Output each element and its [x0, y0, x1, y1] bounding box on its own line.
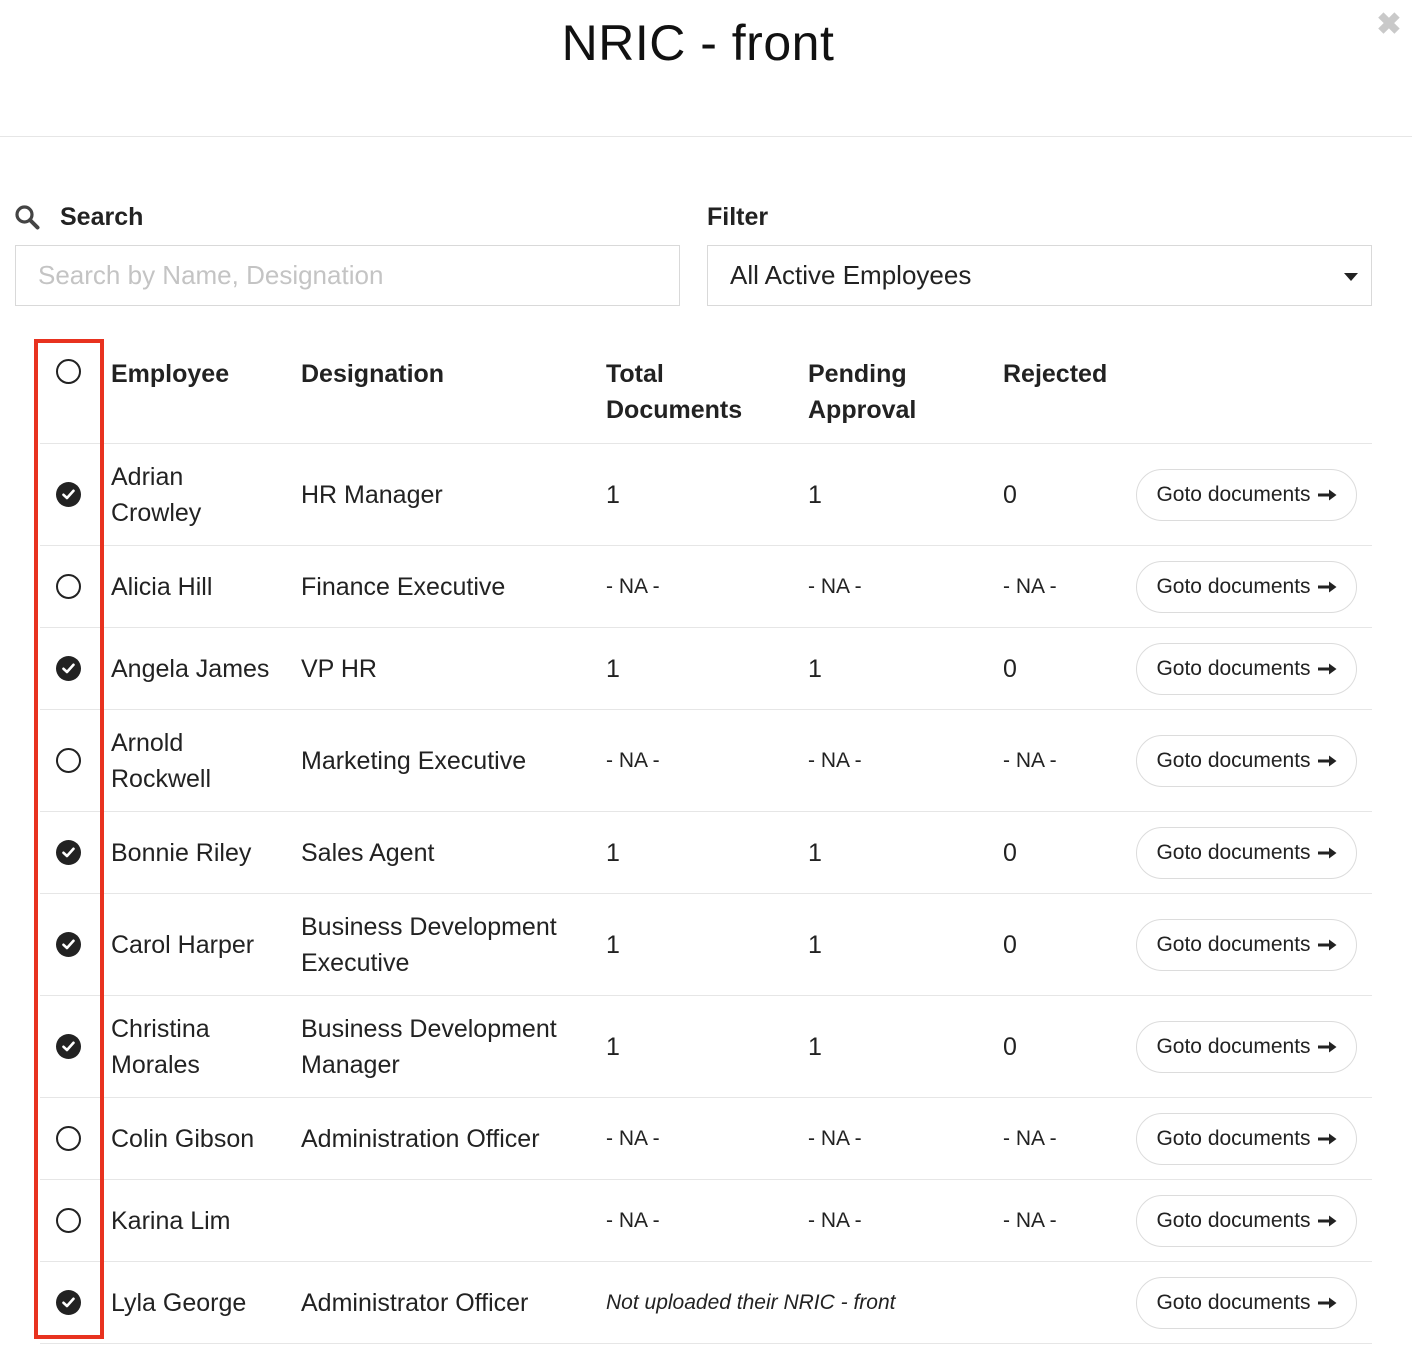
filter-selected-value: All Active Employees [730, 260, 972, 290]
search-label-group [14, 200, 143, 234]
goto-documents-button[interactable] [1136, 1277, 1357, 1329]
cell-line: Alicia Hill [111, 572, 213, 601]
search-icon [14, 204, 40, 230]
employee-name[interactable] [111, 1098, 254, 1179]
table-row [40, 812, 1372, 894]
cell-line: Morales [111, 1050, 200, 1079]
cell-text [301, 569, 505, 605]
header-designation[interactable]: Designation [301, 360, 445, 388]
goto-documents-label: Goto documents [1156, 933, 1311, 956]
table-row [40, 628, 1372, 710]
total-documents-value: 1 [606, 654, 620, 683]
pending-approval-value: - NA - [808, 1126, 862, 1150]
header-total-documents[interactable] [606, 356, 742, 428]
total-documents-value: - NA - [606, 1208, 660, 1232]
total-documents-value: 1 [606, 930, 620, 959]
cell-line: Business Development [301, 1014, 557, 1043]
cell-text [301, 743, 526, 779]
goto-documents-button[interactable] [1136, 827, 1357, 879]
cell-text [301, 835, 434, 871]
row-checkbox-cell [56, 1098, 81, 1179]
pending-approval-value: 1 [808, 480, 822, 509]
table-row [40, 1180, 1372, 1262]
cell-line: Sales Agent [301, 838, 435, 867]
table-row [40, 710, 1372, 812]
goto-documents-button[interactable] [1136, 1021, 1357, 1073]
goto-documents-label: Goto documents [1156, 657, 1311, 680]
cell-text [111, 835, 251, 871]
arrow-right-icon [1318, 846, 1337, 860]
rejected-value: 0 [1003, 480, 1017, 509]
cell-text [111, 651, 269, 687]
employee-name[interactable] [111, 710, 211, 811]
upload-status-note: Not uploaded their NRIC - front [606, 1290, 896, 1314]
header-pending-line2: Approval [808, 396, 917, 424]
pending-approval-value: 1 [808, 930, 822, 959]
cell-line: Bonnie Riley [111, 838, 252, 867]
arrow-right-icon [1318, 1040, 1337, 1054]
employee-name[interactable] [111, 444, 201, 545]
goto-documents-label: Goto documents [1156, 1209, 1311, 1232]
cell-line: Colin Gibson [111, 1124, 255, 1153]
cell-line: Christina [111, 1014, 210, 1043]
goto-documents-button[interactable] [1136, 919, 1357, 971]
goto-documents-label: Goto documents [1156, 575, 1311, 598]
rejected-value: 0 [1003, 930, 1017, 959]
rejected-value: - NA - [1003, 748, 1057, 772]
checkmark-icon [61, 937, 76, 952]
employee-designation [301, 444, 443, 545]
rejected-value: 0 [1003, 654, 1017, 683]
total-documents-value: 1 [606, 480, 620, 509]
check-circle-icon[interactable] [56, 840, 81, 865]
row-checkbox-cell [56, 1262, 81, 1343]
goto-documents-button[interactable] [1136, 469, 1357, 521]
circle-icon[interactable] [56, 748, 81, 773]
cell-line: HR Manager [301, 480, 443, 509]
check-circle-icon[interactable] [56, 1290, 81, 1315]
employee-name[interactable] [111, 546, 212, 627]
cell-line: Lyla George [111, 1288, 247, 1317]
goto-documents-label: Goto documents [1156, 841, 1311, 864]
header-divider [0, 136, 1412, 137]
row-checkbox-cell [56, 894, 81, 995]
search-input[interactable] [15, 245, 680, 306]
total-documents-value: 1 [606, 1032, 620, 1061]
cell-text [111, 1285, 246, 1321]
cell-line: Finance Executive [301, 572, 506, 601]
goto-documents-label: Goto documents [1156, 1291, 1311, 1314]
table-row [40, 546, 1372, 628]
cell-text [301, 1121, 540, 1157]
arrow-right-icon [1318, 1214, 1337, 1228]
cell-text [301, 477, 443, 513]
pending-approval-value: 1 [808, 1032, 822, 1061]
employee-designation [301, 1262, 528, 1343]
arrow-right-icon [1318, 938, 1337, 952]
goto-documents-label: Goto documents [1156, 483, 1311, 506]
arrow-right-icon [1318, 1296, 1337, 1310]
cell-text [111, 725, 211, 797]
cell-text [111, 459, 201, 531]
total-documents-value: - NA - [606, 574, 660, 598]
arrow-right-icon [1318, 754, 1337, 768]
row-checkbox-cell [56, 710, 81, 811]
employee-name[interactable] [111, 628, 269, 709]
cell-line: Karina Lim [111, 1206, 231, 1235]
pending-approval-value: - NA - [808, 1208, 862, 1232]
employee-name[interactable] [111, 894, 254, 995]
goto-documents-label: Goto documents [1156, 749, 1311, 772]
pending-approval-value: - NA - [808, 748, 862, 772]
rejected-value: - NA - [1003, 1126, 1057, 1150]
employee-designation [301, 628, 377, 709]
table-row [40, 996, 1372, 1098]
cell-line: VP HR [301, 654, 377, 683]
checkmark-icon [61, 845, 76, 860]
header-pending-approval[interactable] [808, 356, 916, 428]
arrow-right-icon [1318, 1132, 1337, 1146]
goto-documents-label: Goto documents [1156, 1127, 1311, 1150]
cell-line: Administration Officer [301, 1124, 540, 1153]
filter-label: Filter [707, 202, 769, 231]
cell-line: Business Development [301, 912, 557, 941]
checkmark-icon [61, 1039, 76, 1054]
goto-documents-button[interactable] [1136, 561, 1357, 613]
caret-down-icon [1344, 273, 1358, 281]
cell-line: Manager [301, 1050, 400, 1079]
goto-documents-label: Goto documents [1156, 1035, 1311, 1058]
cell-text [301, 651, 377, 687]
cell-text [301, 1011, 557, 1083]
circle-icon[interactable] [56, 1126, 81, 1151]
employee-name[interactable] [111, 812, 251, 893]
table-header [40, 356, 1372, 444]
arrow-right-icon [1318, 662, 1337, 676]
cell-text [111, 1011, 210, 1083]
check-circle-icon[interactable] [56, 656, 81, 681]
employee-designation [301, 546, 505, 627]
cell-text [111, 1203, 231, 1239]
goto-documents-button[interactable] [1136, 1195, 1357, 1247]
arrow-right-icon [1318, 580, 1337, 594]
employee-designation [301, 1098, 540, 1179]
pending-approval-value: 1 [808, 654, 822, 683]
row-checkbox-cell [56, 812, 81, 893]
table-row [40, 1262, 1372, 1344]
checkmark-icon [61, 1295, 76, 1310]
cell-line: Arnold [111, 728, 184, 757]
row-checkbox-cell [56, 996, 81, 1097]
goto-documents-button[interactable] [1136, 643, 1357, 695]
rejected-value: - NA - [1003, 1208, 1057, 1232]
employee-name[interactable] [111, 1262, 246, 1343]
employee-designation [301, 812, 434, 893]
goto-documents-button[interactable] [1136, 735, 1357, 787]
circle-icon[interactable] [56, 359, 81, 384]
cell-line: Rockwell [111, 764, 212, 793]
cell-line: Crowley [111, 498, 202, 527]
cell-line: Executive [301, 948, 410, 977]
cell-line: Carol Harper [111, 930, 255, 959]
close-icon[interactable]: ✖ [1376, 8, 1402, 41]
total-documents-value: - NA - [606, 748, 660, 772]
total-documents-value: 1 [606, 838, 620, 867]
header-rejected[interactable]: Rejected [1003, 360, 1108, 388]
row-checkbox-cell [56, 444, 81, 545]
total-documents-value: - NA - [606, 1126, 660, 1150]
modal-title: NRIC - front [561, 15, 835, 71]
check-circle-icon[interactable] [56, 1034, 81, 1059]
employee-name[interactable] [111, 1180, 231, 1261]
cell-text [111, 1121, 254, 1157]
row-checkbox-cell [56, 628, 81, 709]
circle-icon[interactable] [56, 574, 81, 599]
cell-line: Adrian [111, 462, 184, 491]
cell-line: Marketing Executive [301, 746, 527, 775]
arrow-right-icon [1318, 488, 1337, 502]
table-row [40, 1098, 1372, 1180]
employee-name[interactable] [111, 996, 210, 1097]
cell-text [111, 927, 254, 963]
header-pending-line1: Pending [808, 360, 907, 388]
circle-icon[interactable] [56, 1208, 81, 1233]
header-employee[interactable]: Employee [111, 360, 230, 388]
goto-documents-button[interactable] [1136, 1113, 1357, 1165]
employee-designation [301, 710, 526, 811]
checkmark-icon [61, 661, 76, 676]
employee-designation [301, 894, 557, 995]
row-checkbox-cell [56, 546, 81, 627]
rejected-value: - NA - [1003, 574, 1057, 598]
rejected-value: 0 [1003, 838, 1017, 867]
header-total-line1: Total [606, 360, 664, 388]
cell-text [111, 569, 212, 605]
rejected-value: 0 [1003, 1032, 1017, 1061]
check-circle-icon[interactable] [56, 482, 81, 507]
pending-approval-value: 1 [808, 838, 822, 867]
cell-line: Administrator Officer [301, 1288, 529, 1317]
header-total-line2: Documents [606, 396, 743, 424]
row-checkbox-cell [56, 1180, 81, 1261]
checkmark-icon [61, 487, 76, 502]
table-row [40, 444, 1372, 546]
employee-designation [301, 996, 557, 1097]
pending-approval-value: - NA - [808, 574, 862, 598]
cell-text [301, 909, 557, 981]
select-all-checkbox[interactable] [56, 359, 81, 384]
filter-select[interactable] [707, 245, 1372, 306]
check-circle-icon[interactable] [56, 932, 81, 957]
cell-text [301, 1285, 528, 1321]
table-row [40, 894, 1372, 996]
cell-line: Angela James [111, 654, 270, 683]
search-label: Search [60, 202, 144, 231]
